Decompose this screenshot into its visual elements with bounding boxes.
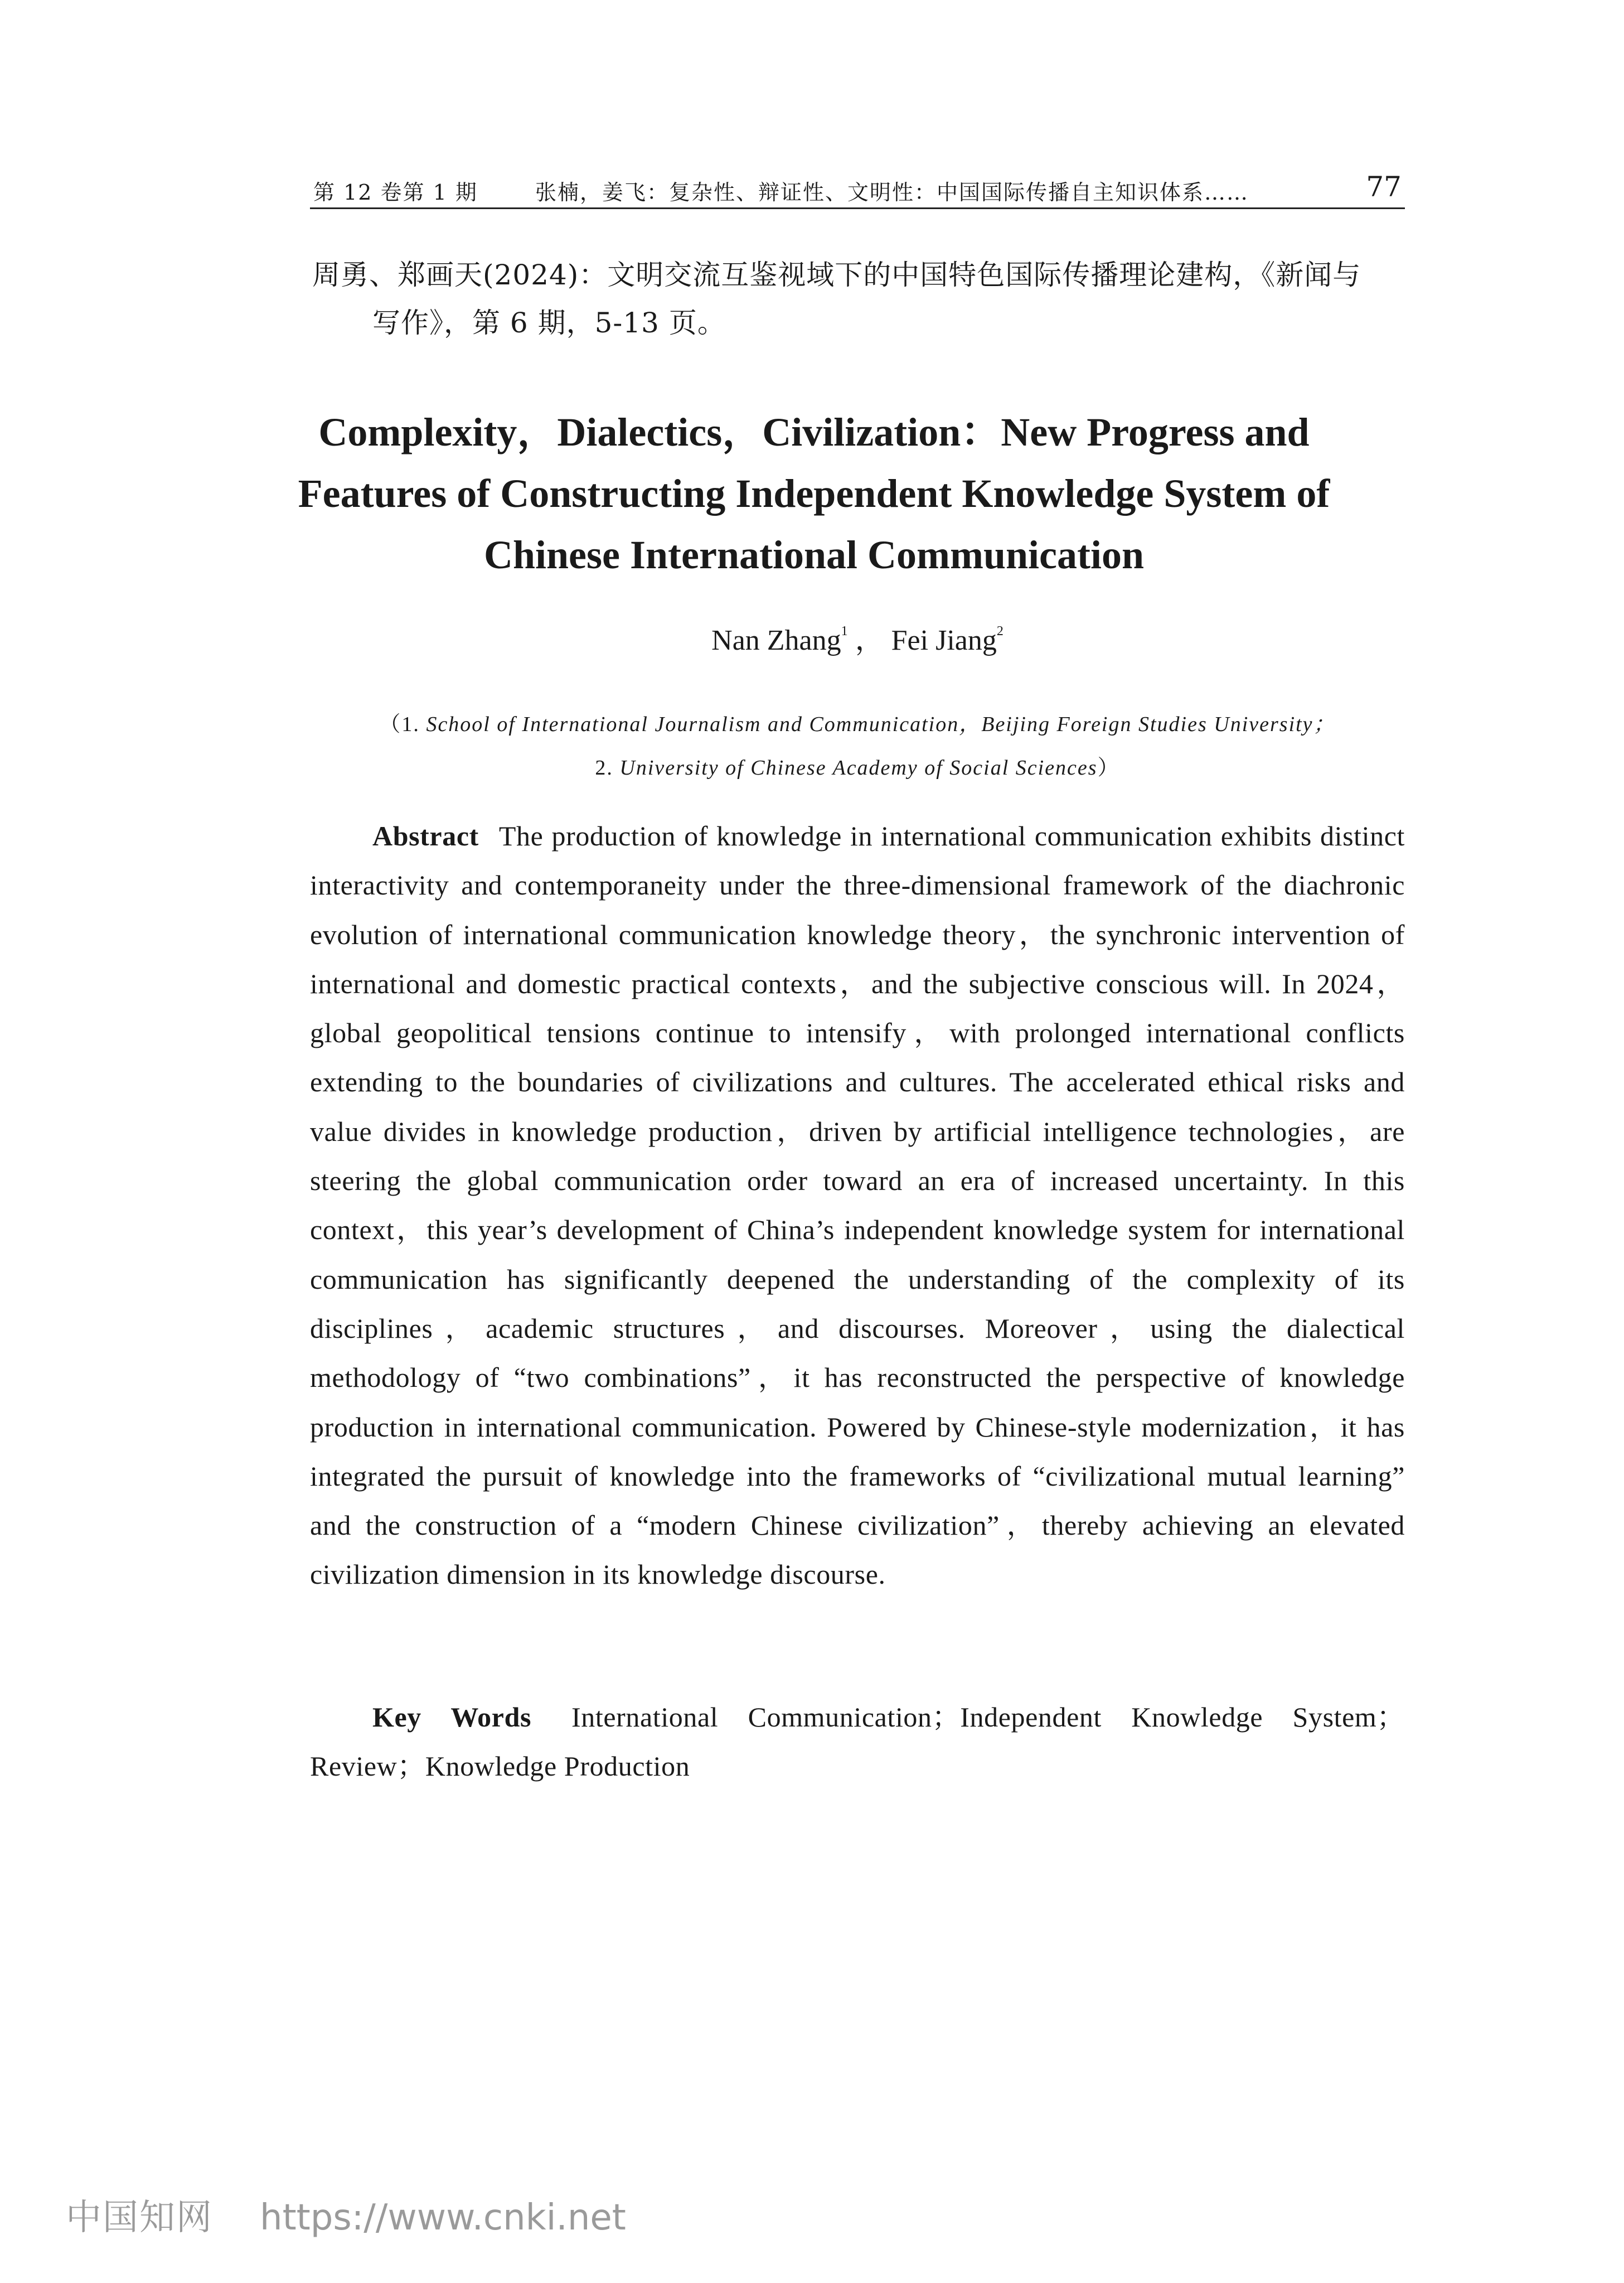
title-line-1: Complexity，Dialectics，Civilization：New Progress and [318, 410, 1310, 454]
affiliation-line-2 [310, 746, 1405, 790]
author-affiliation-mark: 1 [841, 624, 848, 639]
affiliation-suffix: ） [1097, 756, 1120, 780]
affiliation-line-1 [310, 703, 1405, 746]
page-number: 77 [1366, 171, 1402, 203]
reference-line-1: 周勇、郑画天(2024)：文明交流互鉴视域下的中国特色国际传播理论建构，《新闻与 [312, 259, 1361, 291]
affiliation-prefix: （1. [379, 713, 426, 736]
author-affiliation-mark: 2 [996, 624, 1004, 639]
affiliation-prefix: 2. [595, 756, 620, 780]
running-header [310, 167, 1405, 209]
affiliation-text: School of International Journalism and Communication，Beijing Foreign Studies University； [426, 713, 1336, 736]
keywords [310, 1692, 1405, 1791]
abstract-text: The production of knowledge in international communication exhibits distinct interactivity and contemporaneity under the three-dimensional framework of the diachronic evolution of international communication knowledge theory，the synchronic intervention of international and domestic practical contexts，and the subjective conscious will. In 2024，global geopolitical tensions continue to intensify，with prolonged international conflicts extending to the boundaries of civilizations and cultures. The accelerated ethical risks and value divides in knowledge production，driven by artificial intelligence technologies，are steering the global communication order toward an era of increased uncertainty. In this context，this year’s development of China’s independent knowledge system for international communication has significantly deepened the understanding of the complexity of its disciplines，academic structures，and discourses. Moreover，using the dialectical methodology of “two combinations”，it has reconstructed the perspective of knowledge production in international communication. Powered by Chinese-style modernization，it has integrated the pursuit of knowledge into the frameworks of “civilizational mutual learning” and the construction of a “modern Chinese civilization”，thereby achieving an elevated civilization dimension in its knowledge discourse. [310, 820, 1405, 1590]
affiliations [310, 703, 1405, 790]
author-separator: ， [847, 625, 884, 656]
affiliation-text: University of Chinese Academy of Social Sciences [619, 756, 1098, 780]
reference-entry [312, 251, 1405, 347]
abstract-label: Abstract [372, 820, 479, 852]
reference-line-2: 写作》，第 6 期，5-13 页。 [372, 307, 726, 339]
title-line-3: Chinese International Communication [483, 533, 1145, 577]
author-list [310, 616, 1405, 658]
author-name: Fei Jiang [891, 625, 997, 656]
running-title: 张楠，姜飞：复杂性、辩证性、文明性：中国国际传播自主知识体系…… [535, 180, 1249, 205]
keywords-text: International Communication；Independent Knowledge System；Review；Knowledge Production [310, 1701, 1405, 1782]
keywords-label: Key Words [372, 1701, 532, 1733]
author-name: Nan Zhang [711, 625, 841, 656]
cnki-logo: 中国知网 [66, 2197, 213, 2238]
title-line-2: Features of Constructing Independent Knowledge System of [298, 471, 1330, 516]
cnki-watermark [66, 2189, 626, 2240]
journal-volume: 第 12 卷第 1 期 [313, 180, 478, 205]
paper-title [268, 402, 1360, 586]
abstract [310, 811, 1405, 1599]
cnki-url: https://www.cnki.net [260, 2197, 626, 2238]
